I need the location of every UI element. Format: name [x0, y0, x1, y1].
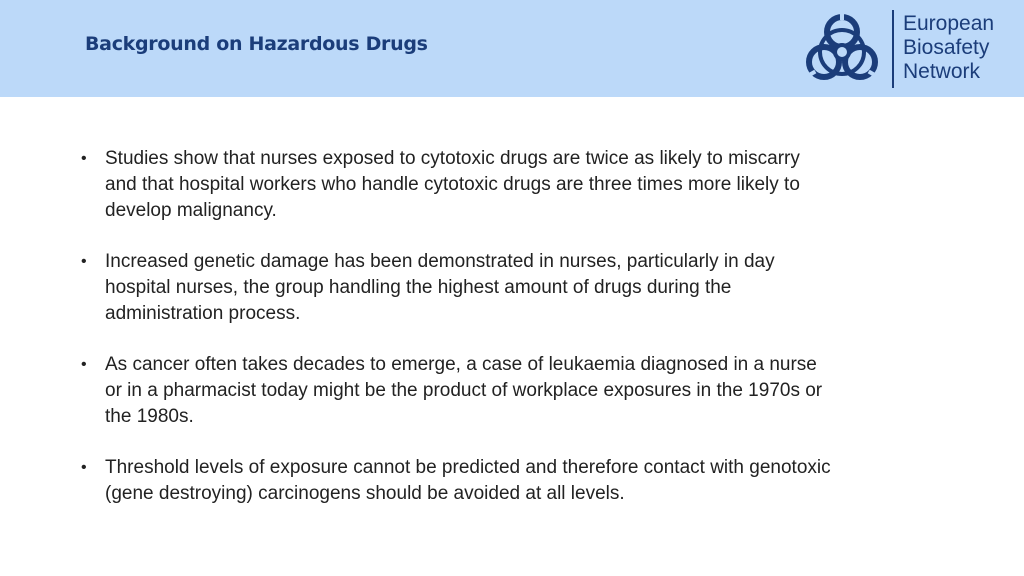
bullet-dot: •: [81, 356, 87, 373]
logo: [800, 8, 1020, 90]
bullet-item: [76, 352, 836, 430]
bullet-text: As cancer often takes decades to emerge, a case of leukaemia diagnosed in a nurse or in a pharmacist today might be the product of workplace exposures in the 1970s or the 1980s.: [105, 354, 823, 427]
bullet-list: [76, 146, 836, 532]
bullet-text: Threshold levels of exposure cannot be predicted and therefore contact with genotoxic (gene destroying) carcinogens should be avoided at all levels.: [105, 457, 831, 504]
logo-line-3: Network: [903, 60, 981, 83]
slide-title: Background on Hazardous Drugs: [85, 33, 428, 55]
bullet-text: Studies show that nurses exposed to cytotoxic drugs are twice as likely to miscarry and that hospital workers who handle cytotoxic drugs are three times more likely to develop malignancy.: [105, 148, 800, 221]
bullet-item: [76, 249, 836, 327]
bullet-text: Increased genetic damage has been demonstrated in nurses, particularly in day hospital nurses, the group handling the highest amount of drugs during the administration process.: [105, 251, 775, 324]
logo-divider: [892, 10, 894, 88]
bullet-dot: •: [81, 253, 87, 270]
bullet-dot: •: [81, 150, 87, 167]
bullet-dot: •: [81, 459, 87, 476]
logo-wordmark: [903, 12, 994, 84]
slide-header: [0, 0, 1024, 97]
logo-line-1: European: [903, 12, 995, 35]
logo-line-2: Biosafety: [903, 36, 990, 59]
bullet-item: [76, 146, 836, 224]
biohazard-icon: [800, 8, 884, 88]
bullet-item: [76, 455, 836, 507]
